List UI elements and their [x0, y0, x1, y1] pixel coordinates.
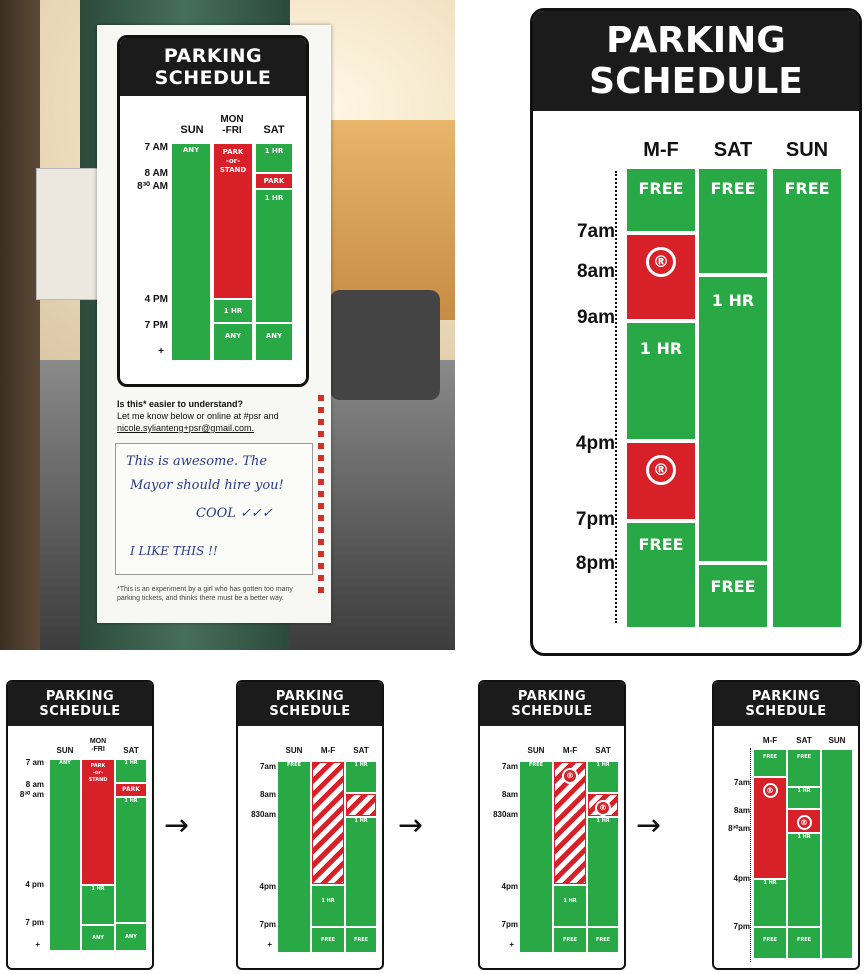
iteration-4-cell-sat-free: FREE	[788, 750, 820, 786]
no-parking-icon: ®	[646, 247, 676, 277]
final-sun-free: FREE	[773, 169, 841, 627]
final-sign-title: PARKING SCHEDULE	[533, 11, 859, 111]
iteration-1-time-8am: 8 am	[25, 780, 44, 789]
iteration-2-col-sun: SUN	[285, 746, 303, 755]
iteration-3-col-sun: SUN	[527, 746, 545, 755]
photo-col-sat: SAT	[263, 124, 285, 136]
final-time-7pm: 7pm	[575, 509, 615, 530]
iteration-4-cell-mf-free-bottom: FREE	[754, 928, 786, 958]
iteration-3-cell-mf-noparking	[554, 762, 586, 884]
iteration-2-cell-sat-1hr-a: 1 HR	[346, 762, 376, 792]
final-time-4pm: 4pm	[575, 433, 615, 454]
iteration-2-col-sat: SAT	[353, 746, 369, 755]
iteration-1-cell-monfri-1hr: 1 HR	[82, 886, 114, 924]
iteration-1-cell-monfri-any: ANY	[82, 926, 114, 950]
iteration-3-time-7pm: 7pm	[501, 920, 518, 929]
photo-cell-monfri-1hr: 1 HR	[214, 300, 252, 322]
iteration-3-title: PARKING SCHEDULE	[480, 682, 624, 726]
iteration-2-cell-mf-free: FREE	[312, 928, 344, 952]
iteration-1-cell-sat-any: ANY	[116, 924, 146, 950]
iteration-4-time-axis	[750, 748, 751, 962]
iteration-3-cell-sat-1hr-a: 1 HR	[588, 762, 618, 792]
comment-box	[115, 443, 313, 575]
arrow-icon: →	[398, 808, 424, 843]
iteration-1-col-sun: SUN	[56, 746, 74, 755]
photo-time-7am: 7 AM	[144, 142, 168, 153]
iteration-3-col-mf: M-F	[562, 746, 578, 755]
handwriting-line4: I LIKE THIS !!	[130, 544, 218, 558]
iteration-2-cell-mf-1hr: 1 HR	[312, 886, 344, 926]
final-mf-1hr: 1 HR	[627, 323, 695, 439]
photo-time-7pm: 7 PM	[144, 320, 168, 331]
photo-contact-line1: Let me know below or online at #psr and	[117, 411, 279, 421]
iteration-1-sign	[6, 680, 154, 970]
photo-cell-monfri-park: PARK -or- STAND	[214, 144, 252, 298]
photo-cell-monfri-any: ANY	[214, 324, 252, 360]
final-sign	[530, 8, 862, 656]
no-parking-icon: ®	[562, 768, 578, 784]
iteration-2-time-8am: 8am	[259, 790, 276, 799]
iteration-2-time-7pm: 7pm	[259, 920, 276, 929]
iteration-4-time-4pm: 4pm	[733, 874, 750, 883]
iteration-2-cell-sat-noparking	[346, 794, 376, 816]
iteration-1-time-7am: 7 am	[25, 758, 44, 767]
no-parking-icon: ®	[763, 783, 778, 798]
iteration-1-cell-sat-park: PARK	[116, 784, 146, 796]
photo-time-8am: 8 AM	[144, 168, 168, 179]
final-time-8am: 8am	[576, 261, 615, 282]
photo-cell-sat-park: PARK	[256, 174, 292, 188]
iteration-4-sign	[712, 680, 860, 970]
iteration-2-time-830am: 830am	[251, 810, 276, 819]
photo-cell-sun-any: ANY	[172, 144, 210, 360]
iteration-3-time-830am: 830am	[493, 810, 518, 819]
posted-sign-paper	[97, 25, 331, 623]
final-time-9am: 9am	[576, 307, 615, 328]
iteration-1-col-sat: SAT	[123, 746, 139, 755]
iteration-3-time-4pm: 4pm	[501, 882, 518, 891]
final-time-7am: 7am	[576, 221, 615, 242]
iteration-1-cell-monfri-park: PARK -or- STAND	[82, 760, 114, 884]
iteration-2-time-plus: +	[267, 940, 272, 949]
iteration-3-cell-sat-free: FREE	[588, 928, 618, 952]
final-col-sun: SUN	[785, 139, 829, 161]
iteration-1-time-4pm: 4 pm	[25, 880, 44, 889]
handwriting-line2: Mayor should hire you!	[130, 478, 284, 493]
iteration-1-time-plus: +	[35, 940, 40, 949]
final-mf-noparking-morning	[627, 235, 695, 319]
iteration-4-cell-sat-noparking	[788, 810, 820, 832]
iteration-2-cell-mf-noparking	[312, 762, 344, 884]
iteration-3-time-8am: 8am	[501, 790, 518, 799]
iteration-4-col-mf: M-F	[762, 736, 778, 745]
photo-sign-title: PARKING SCHEDULE	[120, 38, 306, 96]
final-col-mf: M-F	[643, 139, 679, 161]
final-mf-free-bottom: FREE	[627, 523, 695, 627]
iteration-1-cell-sun: ANY	[50, 760, 80, 950]
iteration-4-cell-mf-noparking	[754, 778, 786, 878]
iteration-2-time-7am: 7am	[259, 762, 276, 771]
iteration-4-cell-mf-free-top: FREE	[754, 750, 786, 776]
iteration-3-cell-mf-1hr: 1 HR	[554, 886, 586, 926]
final-mf-free-top: FREE	[627, 169, 695, 231]
iteration-4-cell-mf-1hr: 1 HR	[754, 880, 786, 926]
iteration-4-time-830am: 8³⁰am	[728, 824, 750, 833]
iteration-3-cell-sat-noparking	[588, 794, 618, 816]
final-time-axis	[615, 171, 617, 623]
no-parking-icon: ®	[797, 815, 812, 830]
photo-time-4pm: 4 PM	[144, 294, 168, 305]
iteration-4-time-8am: 8am	[733, 806, 750, 815]
photo-contact-line2: nicole.sylianteng+psr@gmail.com.	[117, 423, 254, 433]
photo-time-830am: 8³⁰ AM	[137, 181, 168, 192]
iteration-2-time-4pm: 4pm	[259, 882, 276, 891]
iteration-2-col-mf: M-F	[320, 746, 336, 755]
photo-cell-sat-1hr-a: 1 HR	[256, 144, 292, 172]
iteration-1-time-830am: 8³⁰ am	[19, 790, 44, 799]
final-mf-noparking-evening	[627, 443, 695, 519]
final-sat-free-bottom: FREE	[699, 565, 767, 627]
iteration-3-col-sat: SAT	[595, 746, 611, 755]
iteration-4-cell-sat-free-bottom: FREE	[788, 928, 820, 958]
photo-cell-sat-any: ANY	[256, 324, 292, 360]
iteration-3-cell-sat-1hr-b: 1 HR	[588, 818, 618, 926]
iteration-2-sign	[236, 680, 384, 970]
iteration-4-cell-sat-1hr-a: 1 HR	[788, 788, 820, 808]
arrow-icon: →	[636, 808, 662, 843]
iteration-4-cell-sat-1hr-b: 1 HR	[788, 834, 820, 926]
final-sat-1hr: 1 HR	[699, 277, 767, 561]
final-sat-free-top: FREE	[699, 169, 767, 273]
iteration-2-title: PARKING SCHEDULE	[238, 682, 382, 726]
arrow-icon: →	[164, 808, 190, 843]
handwriting-line1: This is awesome. The	[126, 454, 268, 469]
iteration-1-title: PARKING SCHEDULE	[8, 682, 152, 726]
iteration-3-sign	[478, 680, 626, 970]
iteration-1-cell-sat-1hr-b: 1 HR	[116, 798, 146, 922]
handwriting-line3: COOL ✓✓✓	[196, 506, 273, 521]
photo-col-sun: SUN	[180, 124, 204, 136]
photo-footnote: *This is an experiment by a girl who has gotten too many parking tickets, and thinks there must be a better way.	[117, 586, 293, 602]
iteration-4-col-sat: SAT	[796, 736, 812, 745]
no-parking-icon: ®	[646, 455, 676, 485]
iteration-4-time-7pm: 7pm	[733, 922, 750, 931]
iteration-4-cell-sun	[822, 750, 852, 958]
photo-question: Is this* easier to understand?	[117, 399, 244, 409]
iteration-3-time-plus: +	[509, 940, 514, 949]
final-col-sat: SAT	[713, 139, 753, 161]
final-time-8pm: 8pm	[575, 553, 615, 574]
iteration-3-cell-mf-free: FREE	[554, 928, 586, 952]
iteration-2-cell-sun: FREE	[278, 762, 310, 952]
iteration-4-time-7am: 7am	[733, 778, 750, 787]
iteration-2-cell-sat-free: FREE	[346, 928, 376, 952]
iteration-1-cell-sat-1hr-a: 1 HR	[116, 760, 146, 782]
iteration-3-cell-sun: FREE	[520, 762, 552, 952]
iteration-4-col-sun: SUN	[828, 736, 846, 745]
iteration-3-time-7am: 7am	[501, 762, 518, 771]
photo-sign	[117, 35, 309, 387]
photo-time-plus: +	[158, 346, 164, 357]
iteration-1-time-7pm: 7 pm	[25, 918, 44, 927]
no-parking-icon: ®	[595, 800, 611, 816]
iteration-2-cell-sat-1hr-b: 1 HR	[346, 818, 376, 926]
photo-col-monfri: MON -FRI	[220, 114, 244, 136]
iteration-1-col-monfri: MON -FRI	[89, 738, 107, 753]
iteration-4-title: PARKING SCHEDULE	[714, 682, 858, 726]
street-photo	[0, 0, 455, 650]
photo-cell-sat-1hr-b: 1 HR	[256, 190, 292, 322]
